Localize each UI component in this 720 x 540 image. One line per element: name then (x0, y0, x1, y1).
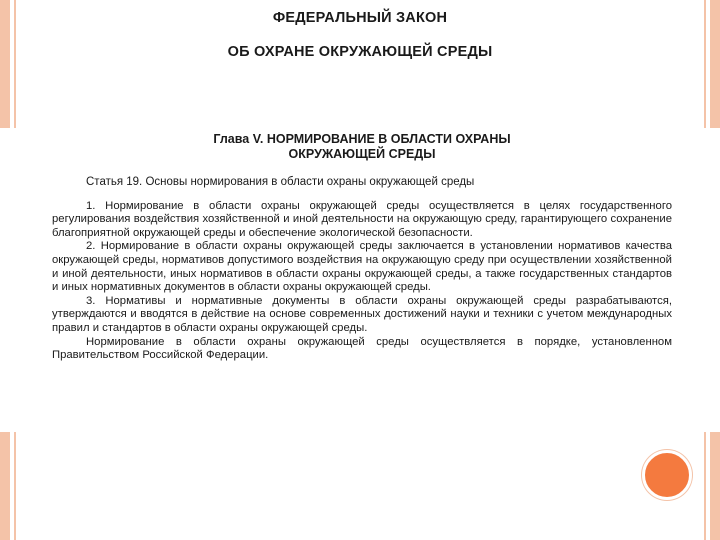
article-paragraph-2: 2. Нормирование в области охраны окружающей среды заключается в установлении нормативов качества окружающей среды, нормативов допустимого воздействия на окружающую среду при осуществлении хозяйственной и иной деятельности, иных нормативов в области охраны окружающей среды, а также государственных стандартов и иных нормативных документов в области охраны окружающей среды. (52, 240, 672, 294)
law-title-line-2: ОБ ОХРАНЕ ОКРУЖАЮЩЕЙ СРЕДЫ (227, 44, 493, 60)
article-paragraph-3: 3. Нормативы и нормативные документы в области охраны окружающей среды разрабатываются, утверждаются и вводятся в действие на основе современных достижений науки и техники с учетом международных правил и стандартов в области охраны окружающей среды. (52, 294, 672, 334)
document-scan (52, 132, 672, 363)
chapter-heading-line-2: ОКРУЖАЮЩЕЙ СРЕДЫ (288, 147, 436, 161)
article-title: Статья 19. Основы нормирования в области охраны окружающей среды (86, 176, 475, 188)
law-title-line-1: ФЕДЕРАЛЬНЫЙ ЗАКОН (272, 10, 448, 26)
orange-circle-decoration (642, 450, 692, 500)
decorative-border-right-bottom (710, 432, 720, 540)
chapter-heading-line-1: Глава V. НОРМИРОВАНИЕ В ОБЛАСТИ ОХРАНЫ (213, 132, 511, 146)
chapter-heading (52, 132, 672, 162)
decorative-border-right-bottom-thin (704, 432, 706, 540)
decorative-border-left-bottom-thin (14, 432, 16, 540)
article-paragraph-4: Нормирование в области охраны окружающей среды осуществляется в порядке, установленном Правительством Российской Федерации. (52, 335, 672, 362)
article-body (52, 200, 672, 363)
article-paragraph-1: 1. Нормирование в области охраны окружающей среды осуществляется в целях государственного регулирования воздействия хозяйственной и иной деятельности на окружающую среду, гарантирующего сохранение благоприятной окружающей среды и обеспечение экологической безопасности. (52, 199, 672, 239)
decorative-border-left-bottom (0, 432, 10, 540)
